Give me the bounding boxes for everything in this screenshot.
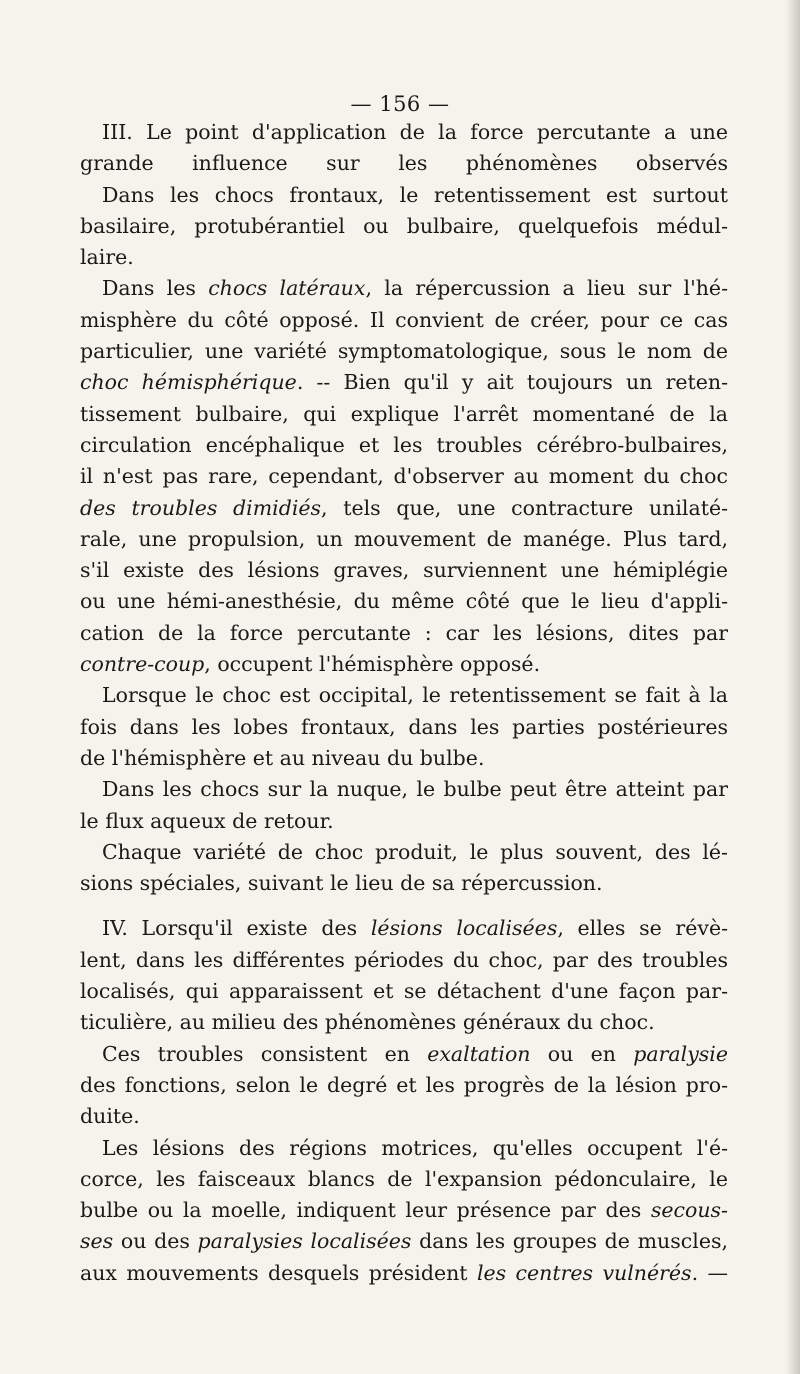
text-line: de l'hémisphère et au niveau du bulbe. xyxy=(80,745,485,770)
text-line: particulier, une variété symptomatologique, sous le nom de xyxy=(80,339,728,364)
text-line: choc hémisphérique. -- Bien qu'il y ait toujours un reten- xyxy=(80,370,728,395)
section-iii xyxy=(80,117,728,899)
text-line: Ces troubles consistent en exaltation ou en paralysie xyxy=(102,1041,728,1066)
text-line: ses ou des paralysies localisées dans les groupes de muscles, xyxy=(80,1229,728,1254)
text-line: cation de la force percutante : car les lésions, dites par xyxy=(80,620,728,645)
text-line: il n'est pas rare, cependant, d'observer au moment du choc xyxy=(80,464,728,489)
text-line: Lorsque le choc est occipital, le retentissement se fait à la xyxy=(102,683,728,708)
text-line: rale, une propulsion, un mouvement de manége. Plus tard, xyxy=(80,526,728,551)
text-line: Dans les chocs frontaux, le retentissement est surtout xyxy=(102,182,728,207)
paragraph-gap xyxy=(80,899,728,913)
section-iv xyxy=(80,913,728,1289)
page-edge-shadow xyxy=(786,0,800,1374)
text-line: basilaire, protubérantiel ou bulbaire, quelquefois médul- xyxy=(80,213,728,238)
text-line: des fonctions, selon le degré et les progrès de la lésion pro- xyxy=(80,1072,728,1097)
text-line: tissement bulbaire, qui explique l'arrêt momentané de la xyxy=(80,401,728,426)
text-line: misphère du côté opposé. Il convient de créer, pour ce cas xyxy=(80,307,728,332)
text-line: circulation encéphalique et les troubles cérébro-bulbaires, xyxy=(80,432,728,457)
text-line: Dans les chocs sur la nuque, le bulbe peut être atteint par xyxy=(102,777,728,802)
text-line: grande influence sur les phénomènes observés xyxy=(80,151,728,176)
page-number: — 156 — xyxy=(350,92,450,116)
text-line: lent, dans les différentes périodes du choc, par des troubles xyxy=(80,947,728,972)
text-line: III. Le point d'application de la force percutante a une xyxy=(102,120,728,144)
text-line: fois dans les lobes frontaux, dans les parties postérieures xyxy=(80,714,728,739)
text-line: aux mouvements desquels président les centres vulnérés. — xyxy=(80,1260,728,1285)
text-line: IV. Lorsqu'il existe des lésions localisées, elles se révè- xyxy=(102,916,728,941)
text-line: corce, les faisceaux blancs de l'expansion pédonculaire, le xyxy=(80,1166,728,1191)
text-line: des troubles dimidiés, tels que, une contracture unilaté- xyxy=(80,495,728,520)
text-line: Dans les chocs latéraux, la répercussion a lieu sur l'hé- xyxy=(102,276,728,301)
text-line: contre-coup, occupent l'hémisphère opposé. xyxy=(80,652,541,677)
text-line: le flux aqueux de retour. xyxy=(80,808,334,833)
text-line: Les lésions des régions motrices, qu'elles occupent l'é- xyxy=(102,1135,728,1160)
text-line: bulbe ou la moelle, indiquent leur présence par des secous- xyxy=(80,1198,728,1223)
text-line: ou une hémi-anesthésie, du même côté que le lieu d'appli- xyxy=(80,589,728,614)
text-line: duite. xyxy=(80,1104,140,1129)
text-line: sions spéciales, suivant le lieu de sa répercussion. xyxy=(80,871,603,896)
text-line: localisés, qui apparaissent et se détachent d'une façon par- xyxy=(80,979,728,1004)
text-line: s'il existe des lésions graves, surviennent une hémiplégie xyxy=(80,558,728,583)
text-line: ticulière, au milieu des phénomènes généraux du choc. xyxy=(80,1010,655,1035)
text-line: laire. xyxy=(80,245,134,270)
body-text xyxy=(80,117,728,1289)
text-line: Chaque variété de choc produit, le plus souvent, des lé- xyxy=(102,839,728,864)
